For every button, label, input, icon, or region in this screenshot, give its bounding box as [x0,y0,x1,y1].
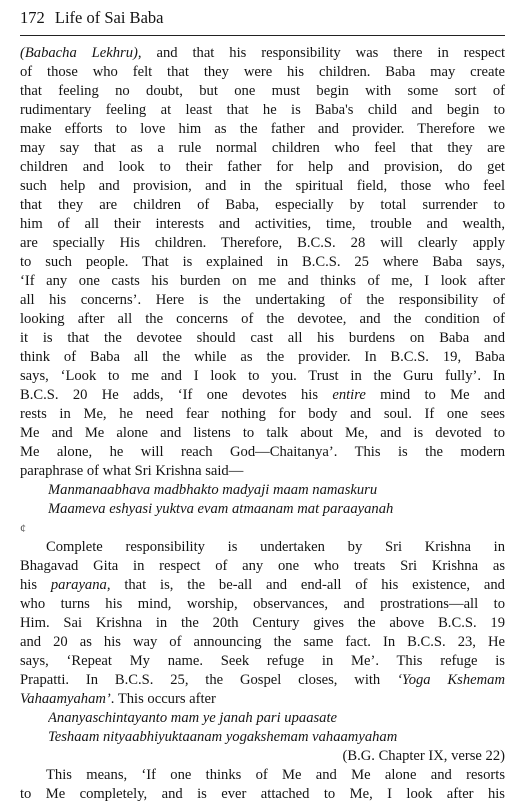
text-line [20,309,505,329]
text-segment: his [20,577,51,593]
text-line [20,233,505,253]
text-line [20,62,505,82]
text-line [20,651,505,671]
text-segment: ‘If any one casts his burden on me and thinks of me, I look after [20,273,505,289]
text-segment: looking after all the concerns of the devotee, and the condition of [20,311,505,327]
text-line [20,81,505,101]
text-segment: that feeling no doubt, but one must begin with some sort of [20,83,505,99]
text-segment: Ananyaschintayanto mam ye janah pari upaasate [48,710,337,726]
text-segment: Bhagavad Gita in respect of any one who treats Sri Krishna as [20,558,505,574]
text-line [20,632,505,652]
text-segment: that they are children of Baba, especially by total surrender to [20,197,505,213]
text-segment: Prapatti. In B.C.S. 25, the Gospel closes, with [20,672,398,688]
text-segment: says, ‘Repeat My name. Seek refuge in Me’. This refuge is [20,653,505,669]
text-segment: (B.G. Chapter IX, verse 22) [342,748,505,764]
text-line [46,537,505,557]
text-line [20,423,505,443]
text-line [20,556,505,576]
italic-text: entire [332,387,366,403]
text-line [20,100,505,120]
text-segment: to Me completely, and is ever attached to Me, I look after his [20,786,505,802]
page-header [20,7,163,29]
text-line [48,480,505,500]
header-rule [20,35,505,36]
text-line [20,214,505,234]
text-segment: are specially His children. Therefore, B.C.S. 28 will clearly apply [20,235,505,251]
text-segment: rudimentary feeling at least that he is Baba's child and begin to [20,102,505,118]
text-line [20,385,505,405]
text-segment: This means, ‘If one thinks of Me and Me alone and resorts [46,767,505,783]
text-line [20,290,505,310]
text-segment: Me alone, he will reach God—Chaitanya’. This is the modern [20,444,505,460]
italic-text: (Babacha Lekhru) [20,45,138,61]
text-line [20,746,505,766]
text-line [20,138,505,158]
text-segment: to such people. That is explained in B.C.S. 25 where Baba says, [20,254,505,270]
page-number: 172 [20,8,45,27]
text-segment: who turns his mind, worship, observances, and prostrations—all to [20,596,505,612]
text-segment: mind to Me and [365,387,505,403]
text-line [20,689,505,709]
text-line [20,195,505,215]
text-line [20,613,505,633]
text-line [20,347,505,367]
text-segment: Maameva eshyasi yuktva evam atmaanam mat paraayanah [48,501,394,517]
text-segment: . This occurs after [110,691,216,707]
text-segment: , that is, the be-all and end-all of his existence, and [106,577,505,593]
text-segment: of those who felt that they were his children. Baba may create [20,64,505,80]
text-line [20,43,505,63]
text-line [46,765,505,785]
text-segment: him of all their interests and activities, time, trouble and wealth, [20,216,505,232]
text-line [20,119,505,139]
text-segment: all his concerns’. Here is the undertaking of the responsibility of [20,292,505,308]
text-segment: think of Baba all the while as the provider. In B.C.S. 19, Baba [20,349,505,365]
text-line [20,518,505,538]
text-line [20,366,505,386]
text-segment: says, ‘Look to me and I look to you. Trust in the Guru fully’. In [20,368,505,384]
text-segment: Manmanaabhava madbhakto madyaji maam namaskuru [48,482,378,498]
italic-text: ‘Yoga Kshemam [397,672,505,688]
text-line [20,176,505,196]
italic-text: parayana [50,577,107,593]
text-line [20,252,505,272]
text-segment: and 20 as his way of announcing the same fact. In B.C.S. 23, He [20,634,505,650]
text-line [20,442,505,462]
text-line [20,784,505,804]
text-segment: such help and provision, and in the spiritual field, those who feel [20,178,505,194]
text-line [48,499,505,519]
text-line [48,708,505,728]
italic-text: Vahaamyaham’ [20,691,111,707]
text-segment: ¢ [20,521,26,535]
text-segment: paraphrase of what Sri Krishna said— [20,463,244,479]
text-line [20,271,505,291]
text-segment: Complete responsibility is undertaken by Sri Krishna in [46,539,505,555]
text-line [20,594,505,614]
text-line [20,328,505,348]
text-line [20,670,505,690]
text-segment: children and look to their father for help and provision, do get [20,159,505,175]
text-segment: rests in Me, he need fear nothing for body and soul. If one sees [20,406,505,422]
text-segment: may say that as a rule normal children who feel that they are [20,140,505,156]
text-segment: B.C.S. 20 He adds, ‘If one devotes his [20,387,333,403]
text-line [48,727,505,747]
text-line [20,404,505,424]
text-line [20,157,505,177]
text-segment: Teshaam nityaabhiyuktaanam yogakshemam vahaamyaham [48,729,398,745]
text-segment: it is that the devotee should cast all his burdens on Baba and [20,330,505,346]
text-line [20,461,505,481]
text-segment: Me and Me alone and listens to talk about Me, and is devoted to [20,425,505,441]
text-segment: make efforts to love him as the father and provider. Therefore we [20,121,505,137]
running-title: Life of Sai Baba [54,8,164,27]
text-segment: , and that his responsibility was there in respect [137,45,505,61]
text-line [20,575,505,595]
text-segment: Him. Sai Krishna in the 20th Century gives the above B.C.S. 19 [20,615,505,631]
